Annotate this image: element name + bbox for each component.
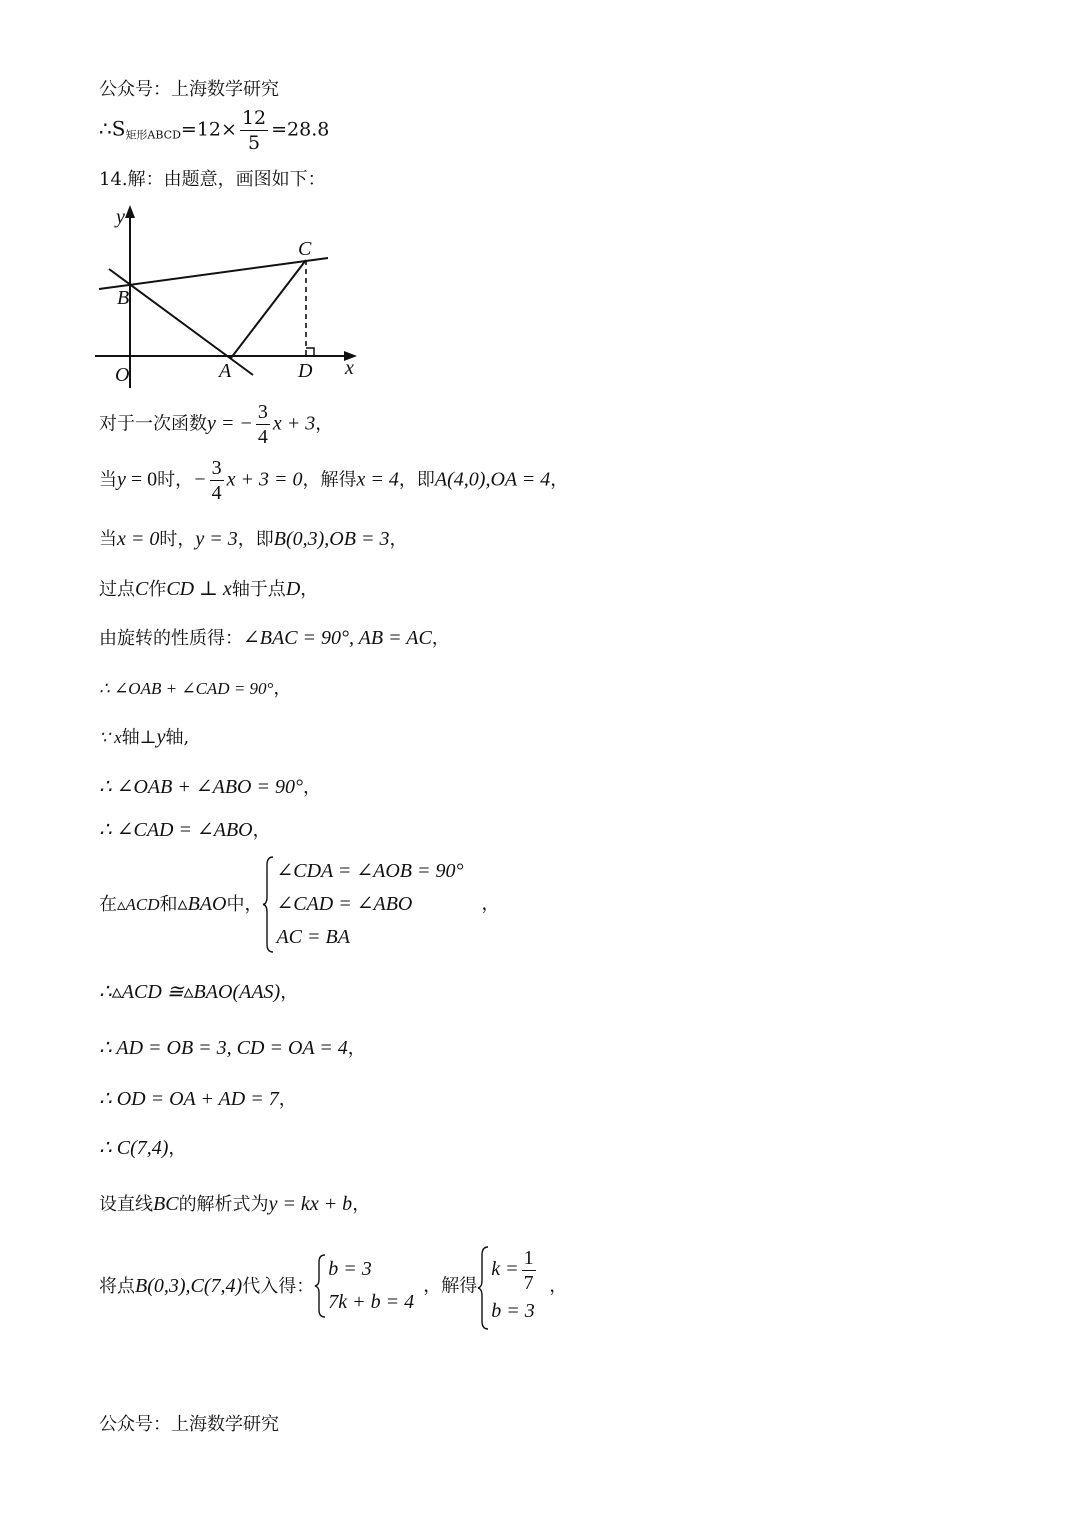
label-b: B: [117, 287, 130, 309]
label-x: x: [345, 357, 354, 379]
step-2-math-c: −: [193, 468, 207, 491]
step-3-math-b: y = 3: [195, 528, 238, 550]
step-3-text-a: 当: [99, 529, 117, 550]
step-15-text-c: ，: [352, 1194, 371, 1215]
step-5-math: ∠BAC = 90°, AB = AC: [243, 627, 432, 649]
area-line: [99, 106, 329, 155]
step-9-math: ∴ ∠CAD = ∠ABO: [99, 819, 253, 841]
step-16-math-a: B(0,3),C(7,4): [135, 1274, 243, 1297]
step-12: [99, 1036, 366, 1061]
step-3-text-d: ，: [389, 529, 408, 550]
step-6-math: ∴ ∠OAB + ∠CAD = 90°: [99, 679, 274, 698]
step-5: [99, 626, 450, 651]
step-15: [99, 1192, 370, 1217]
step-10-text-d: ，: [481, 893, 500, 915]
step-1-math-b: x + 3: [272, 412, 316, 435]
step-10-row-2: ∠CAD = ∠ABO: [276, 893, 413, 915]
step-16-solution: [477, 1245, 549, 1328]
step-7-text-b: 轴,: [165, 727, 190, 748]
step-5-text-b: ，: [431, 628, 450, 649]
area-eq1: =12×: [180, 118, 237, 141]
label-c: C: [298, 238, 312, 260]
step-8-text: ，: [302, 777, 321, 798]
step-10-row-3: AC = BA: [276, 926, 350, 948]
step-16-solution-brace: [477, 1245, 489, 1331]
step-2-fraction: [210, 456, 224, 505]
step-1-math-a: y = −: [207, 412, 253, 435]
step-2: [99, 456, 568, 505]
segment-ac: [231, 260, 306, 358]
step-16-k-label: k =: [491, 1258, 519, 1280]
area-sub: 矩形ABCD: [125, 128, 181, 142]
step-12-text: ，: [347, 1038, 366, 1059]
label-o: O: [115, 364, 130, 386]
area-fraction: [240, 106, 268, 155]
step-10-math-b: ▵BAO: [177, 893, 227, 915]
step-16-text-d: ，: [549, 1275, 568, 1297]
step-14-text: ，: [168, 1138, 187, 1159]
step-2-math-a: y: [117, 468, 126, 491]
step-16-brace: [314, 1253, 326, 1319]
step-11-text: ，: [280, 982, 299, 1003]
step-15-math-b: y = kx + b: [268, 1193, 353, 1215]
step-13-text: ，: [278, 1089, 297, 1110]
step-15-math-a: BC: [153, 1193, 179, 1215]
step-16-text-b: 代入得：: [242, 1275, 315, 1297]
step-3-math-c: B(0,3),OB = 3: [273, 528, 390, 550]
step-16-row-1: b = 3: [328, 1258, 372, 1281]
step-12-math: ∴ AD = OB = 3, CD = OA = 4: [99, 1037, 348, 1059]
step-2-num: 3: [211, 457, 222, 479]
step-2-math-b: = 0: [125, 468, 158, 491]
step-2-math-e: x = 4: [356, 468, 399, 491]
step-16-text-a: 将点: [99, 1275, 135, 1297]
step-3-text-c: ，即: [237, 529, 274, 550]
step-4-text-a: 过点: [99, 579, 135, 600]
step-14: [99, 1136, 186, 1161]
step-13-math: ∴ OD = OA + AD = 7: [99, 1088, 279, 1110]
step-4-text-d: ，: [300, 579, 319, 600]
step-9-text: ，: [252, 820, 271, 841]
step-16-k-num: 1: [523, 1246, 534, 1269]
step-4-math-c: D: [285, 578, 301, 600]
step-2-text-b: 时，: [157, 469, 194, 491]
header-source: 公众号：上海数学研究: [99, 79, 279, 100]
step-3-math-a: x = 0: [117, 528, 160, 550]
step-10-text-c: 中，: [226, 894, 263, 915]
area-prefix: ∴S: [99, 116, 126, 141]
step-4: [99, 577, 318, 602]
step-2-text-d: ，即: [398, 469, 435, 491]
step-2-math-d: x + 3 = 0: [226, 468, 303, 491]
step-16-k-den: 7: [523, 1271, 534, 1294]
step-10-text-a: 在: [99, 894, 117, 915]
step-10-brace: [262, 855, 274, 954]
area-num: 12: [241, 107, 267, 129]
y-arrow-head: [125, 205, 135, 218]
step-6-text: ，: [273, 678, 292, 699]
step-1-num: 3: [257, 401, 268, 423]
step-15-text-a: 设直线: [99, 1194, 153, 1215]
step-7-text-a: 轴⊥: [121, 727, 157, 748]
step-16-row-2: 7k + b = 4: [328, 1291, 415, 1314]
step-16-b-row: b = 3: [491, 1299, 535, 1322]
step-2-math-f: A(4,0),OA = 4: [434, 468, 551, 491]
problem-title: 14.解：由题意，画图如下：: [99, 169, 326, 190]
area-den: 5: [247, 132, 261, 154]
line-bc: [99, 258, 328, 289]
step-11: [99, 980, 298, 1005]
step-7: [99, 725, 189, 750]
step-6: [99, 677, 291, 701]
step-10-math-a: ▵ACD: [117, 895, 160, 914]
step-10-system: [262, 855, 481, 954]
step-2-text-e: ，: [550, 469, 569, 491]
step-3-text-b: 时，: [159, 529, 196, 550]
step-16-text-c: ，解得: [423, 1275, 478, 1297]
step-2-den: 4: [211, 482, 222, 504]
step-10: [99, 855, 499, 960]
step-1-text: 对于一次函数: [99, 413, 207, 435]
step-10-text-b: 和: [159, 894, 178, 915]
step-3: [99, 527, 407, 552]
label-d: D: [298, 360, 313, 382]
step-9: [99, 818, 271, 843]
step-10-row-1: ∠CDA = ∠AOB = 90°: [276, 860, 464, 882]
step-16-system: [314, 1253, 423, 1319]
step-16-k-fraction: [522, 1246, 536, 1295]
label-y: y: [116, 206, 125, 228]
step-15-text-b: 的解析式为: [178, 1194, 269, 1215]
area-eq2: =28.8: [271, 118, 330, 141]
step-2-text-a: 当: [99, 469, 117, 491]
step-5-text-a: 由旋转的性质得：: [99, 628, 243, 649]
step-1-den: 4: [257, 426, 268, 448]
step-1: [99, 400, 333, 449]
step-7-math-a: ∵ x: [99, 728, 122, 747]
step-13: [99, 1087, 297, 1112]
step-7-math-b: y: [156, 726, 166, 748]
geometry-figure: [95, 203, 370, 388]
footer-source: 公众号：上海数学研究: [99, 1414, 279, 1435]
step-11-math: ∴▵ACD ≅▵BAO(AAS): [99, 981, 281, 1003]
right-angle-mark: [306, 348, 314, 356]
step-1-punct: ，: [315, 413, 334, 435]
step-16: [99, 1245, 567, 1335]
step-8-math: ∴ ∠OAB + ∠ABO = 90°: [99, 776, 303, 798]
step-1-fraction: [256, 400, 270, 449]
step-8: [99, 775, 321, 800]
step-14-math: ∴ C(7,4): [99, 1137, 169, 1159]
step-4-text-b: 作: [148, 579, 167, 600]
step-4-math-a: C: [135, 578, 149, 600]
step-4-math-b: CD ⊥ x: [166, 578, 232, 600]
step-2-text-c: ，解得: [302, 469, 357, 491]
step-4-text-c: 轴于点: [231, 579, 286, 600]
label-a: A: [219, 360, 232, 382]
